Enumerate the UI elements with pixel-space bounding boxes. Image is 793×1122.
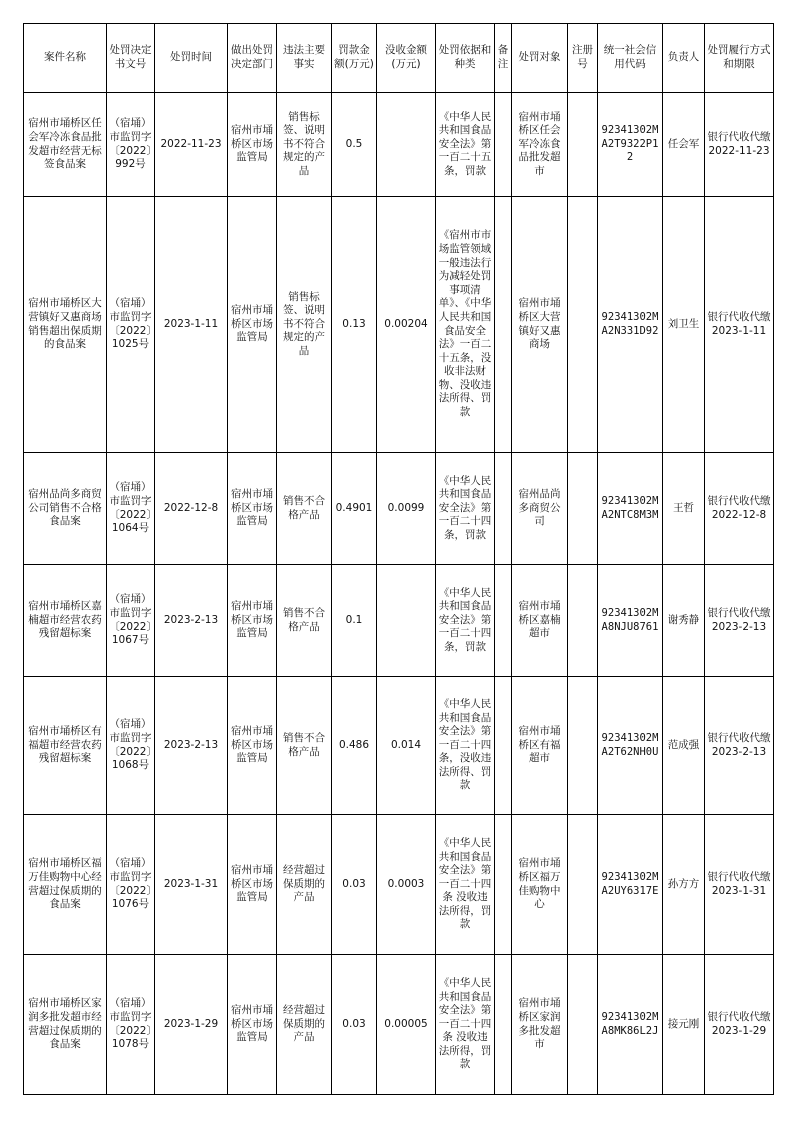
cell-fine: 0.4901	[332, 453, 377, 565]
cell-reg-no	[568, 93, 598, 197]
cell-decision-no: （宿埇）市监罚字〔2022〕1068号	[107, 677, 155, 815]
cell-case-name: 宿州品尚多商贸公司销售不合格食品案	[24, 453, 107, 565]
cell-fine: 0.13	[332, 197, 377, 453]
cell-date: 2023-2-13	[155, 565, 228, 677]
cell-credit-code: 92341302MA8MK86L2J	[598, 955, 663, 1095]
header-performance: 处罚履行方式和期限	[705, 24, 774, 93]
header-case-name: 案件名称	[24, 24, 107, 93]
cell-remark	[495, 197, 512, 453]
header-confiscation: 没收金额(万元)	[377, 24, 436, 93]
cell-remark	[495, 453, 512, 565]
penalty-table	[23, 23, 774, 1095]
cell-reg-no	[568, 197, 598, 453]
cell-fine: 0.03	[332, 815, 377, 955]
header-remark: 备注	[495, 24, 512, 93]
table-row	[24, 197, 774, 453]
cell-facts: 销售不合格产品	[277, 565, 332, 677]
header-reg-no: 注册号	[568, 24, 598, 93]
cell-target: 宿州市埇桥区任会军冷冻食品批发超市	[512, 93, 568, 197]
cell-facts: 经营超过保质期的产品	[277, 815, 332, 955]
cell-date: 2023-1-31	[155, 815, 228, 955]
cell-performance: 银行代收代缴2023-2-13	[705, 565, 774, 677]
cell-confiscation: 0.014	[377, 677, 436, 815]
cell-performance: 银行代收代缴2023-1-29	[705, 955, 774, 1095]
cell-decision-no: （宿埇）市监罚字〔2022〕1076号	[107, 815, 155, 955]
cell-remark	[495, 93, 512, 197]
cell-basis: 《中华人民共和国食品安全法》第一百二十四条 没收违法所得，罚款	[436, 955, 495, 1095]
cell-dept: 宿州市埇桥区市场监管局	[228, 565, 277, 677]
cell-decision-no: （宿埇）市监罚字〔2022〕1064号	[107, 453, 155, 565]
cell-date: 2023-1-29	[155, 955, 228, 1095]
cell-basis: 《中华人民共和国食品安全法》第一百二十四条 没收违法所得，罚款	[436, 815, 495, 955]
cell-person: 王哲	[663, 453, 705, 565]
cell-person: 接元刚	[663, 955, 705, 1095]
cell-case-name: 宿州市埇桥区福万佳购物中心经营超过保质期的食品案	[24, 815, 107, 955]
cell-credit-code: 92341302MA2NTC8M3M	[598, 453, 663, 565]
cell-date: 2022-12-8	[155, 453, 228, 565]
cell-fine: 0.5	[332, 93, 377, 197]
header-decision-no: 处罚决定书文号	[107, 24, 155, 93]
cell-decision-no: （宿埇）市监罚字〔2022〕1067号	[107, 565, 155, 677]
cell-decision-no: （宿埇）市监罚字〔2022〕992号	[107, 93, 155, 197]
cell-basis: 《中华人民共和国食品安全法》第一百二十四条，罚款	[436, 453, 495, 565]
table-row	[24, 565, 774, 677]
cell-credit-code: 92341302MA2T9322P12	[598, 93, 663, 197]
cell-reg-no	[568, 955, 598, 1095]
cell-date: 2022-11-23	[155, 93, 228, 197]
cell-target: 宿州市埇桥区家润多批发超市	[512, 955, 568, 1095]
cell-facts: 销售不合格产品	[277, 677, 332, 815]
cell-credit-code: 92341302MA2UY6317E	[598, 815, 663, 955]
cell-dept: 宿州市埇桥区市场监管局	[228, 453, 277, 565]
cell-performance: 银行代收代缴2022-11-23	[705, 93, 774, 197]
table-row	[24, 955, 774, 1095]
cell-date: 2023-1-11	[155, 197, 228, 453]
header-facts: 违法主要事实	[277, 24, 332, 93]
header-basis: 处罚依据和种类	[436, 24, 495, 93]
table-header-row	[24, 24, 774, 93]
header-fine: 罚款金额(万元)	[332, 24, 377, 93]
cell-confiscation: 0.0003	[377, 815, 436, 955]
cell-facts: 销售标签、说明书不符合规定的产品	[277, 93, 332, 197]
cell-dept: 宿州市埇桥区市场监管局	[228, 677, 277, 815]
cell-basis: 《中华人民共和国食品安全法》第一百二十四条，没收违法所得、罚款	[436, 677, 495, 815]
cell-performance: 银行代收代缴2023-2-13	[705, 677, 774, 815]
cell-reg-no	[568, 565, 598, 677]
cell-credit-code: 92341302MA8NJU8761	[598, 565, 663, 677]
cell-basis: 《宿州市市场监管领域一般违法行为减轻处罚事项清单》、《中华人民共和国食品安全法》一百二十五条，没收非法财物、没收违法所得、罚款	[436, 197, 495, 453]
table-row	[24, 815, 774, 955]
cell-facts: 销售不合格产品	[277, 453, 332, 565]
cell-fine: 0.486	[332, 677, 377, 815]
cell-basis: 《中华人民共和国食品安全法》第一百二十五条，罚款	[436, 93, 495, 197]
cell-decision-no: （宿埇）市监罚字〔2022〕1025号	[107, 197, 155, 453]
cell-person: 谢秀静	[663, 565, 705, 677]
cell-credit-code: 92341302MA2N331D92	[598, 197, 663, 453]
cell-target: 宿州市埇桥区福万佳购物中心	[512, 815, 568, 955]
cell-case-name: 宿州市埇桥区任会军冷冻食品批发超市经营无标签食品案	[24, 93, 107, 197]
cell-fine: 0.03	[332, 955, 377, 1095]
table-row	[24, 453, 774, 565]
cell-case-name: 宿州市埇桥区嘉楠超市经营农药残留超标案	[24, 565, 107, 677]
cell-person: 任会军	[663, 93, 705, 197]
cell-performance: 银行代收代缴2023-1-11	[705, 197, 774, 453]
cell-person: 孙方方	[663, 815, 705, 955]
cell-target: 宿州市埇桥区大营镇好又惠商场	[512, 197, 568, 453]
cell-date: 2023-2-13	[155, 677, 228, 815]
cell-remark	[495, 955, 512, 1095]
cell-performance: 银行代收代缴2022-12-8	[705, 453, 774, 565]
cell-remark	[495, 565, 512, 677]
cell-remark	[495, 815, 512, 955]
cell-reg-no	[568, 815, 598, 955]
cell-reg-no	[568, 677, 598, 815]
cell-decision-no: （宿埇）市监罚字〔2022〕1078号	[107, 955, 155, 1095]
header-credit-code: 统一社会信用代码	[598, 24, 663, 93]
cell-dept: 宿州市埇桥区市场监管局	[228, 93, 277, 197]
cell-case-name: 宿州市埇桥区有福超市经营农药残留超标案	[24, 677, 107, 815]
cell-confiscation	[377, 93, 436, 197]
cell-dept: 宿州市埇桥区市场监管局	[228, 197, 277, 453]
cell-dept: 宿州市埇桥区市场监管局	[228, 815, 277, 955]
cell-fine: 0.1	[332, 565, 377, 677]
cell-person: 范成强	[663, 677, 705, 815]
cell-person: 刘卫生	[663, 197, 705, 453]
cell-confiscation: 0.00005	[377, 955, 436, 1095]
cell-target: 宿州市埇桥区有福超市	[512, 677, 568, 815]
header-dept: 做出处罚决定部门	[228, 24, 277, 93]
cell-target: 宿州品尚多商贸公司	[512, 453, 568, 565]
cell-remark	[495, 677, 512, 815]
table-row	[24, 677, 774, 815]
cell-confiscation: 0.0099	[377, 453, 436, 565]
cell-reg-no	[568, 453, 598, 565]
table-row	[24, 93, 774, 197]
header-person: 负责人	[663, 24, 705, 93]
cell-target: 宿州市埇桥区嘉楠超市	[512, 565, 568, 677]
header-target: 处罚对象	[512, 24, 568, 93]
cell-case-name: 宿州市埇桥区家润多批发超市经营超过保质期的食品案	[24, 955, 107, 1095]
cell-case-name: 宿州市埇桥区大营镇好又惠商场销售超出保质期的食品案	[24, 197, 107, 453]
cell-confiscation: 0.00204	[377, 197, 436, 453]
cell-confiscation	[377, 565, 436, 677]
cell-dept: 宿州市埇桥区市场监管局	[228, 955, 277, 1095]
header-date: 处罚时间	[155, 24, 228, 93]
cell-basis: 《中华人民共和国食品安全法》第一百二十四条，罚款	[436, 565, 495, 677]
cell-facts: 经营超过保质期的产品	[277, 955, 332, 1095]
cell-performance: 银行代收代缴2023-1-31	[705, 815, 774, 955]
cell-facts: 销售标签、说明书不符合规定的产品	[277, 197, 332, 453]
cell-credit-code: 92341302MA2T62NH0U	[598, 677, 663, 815]
